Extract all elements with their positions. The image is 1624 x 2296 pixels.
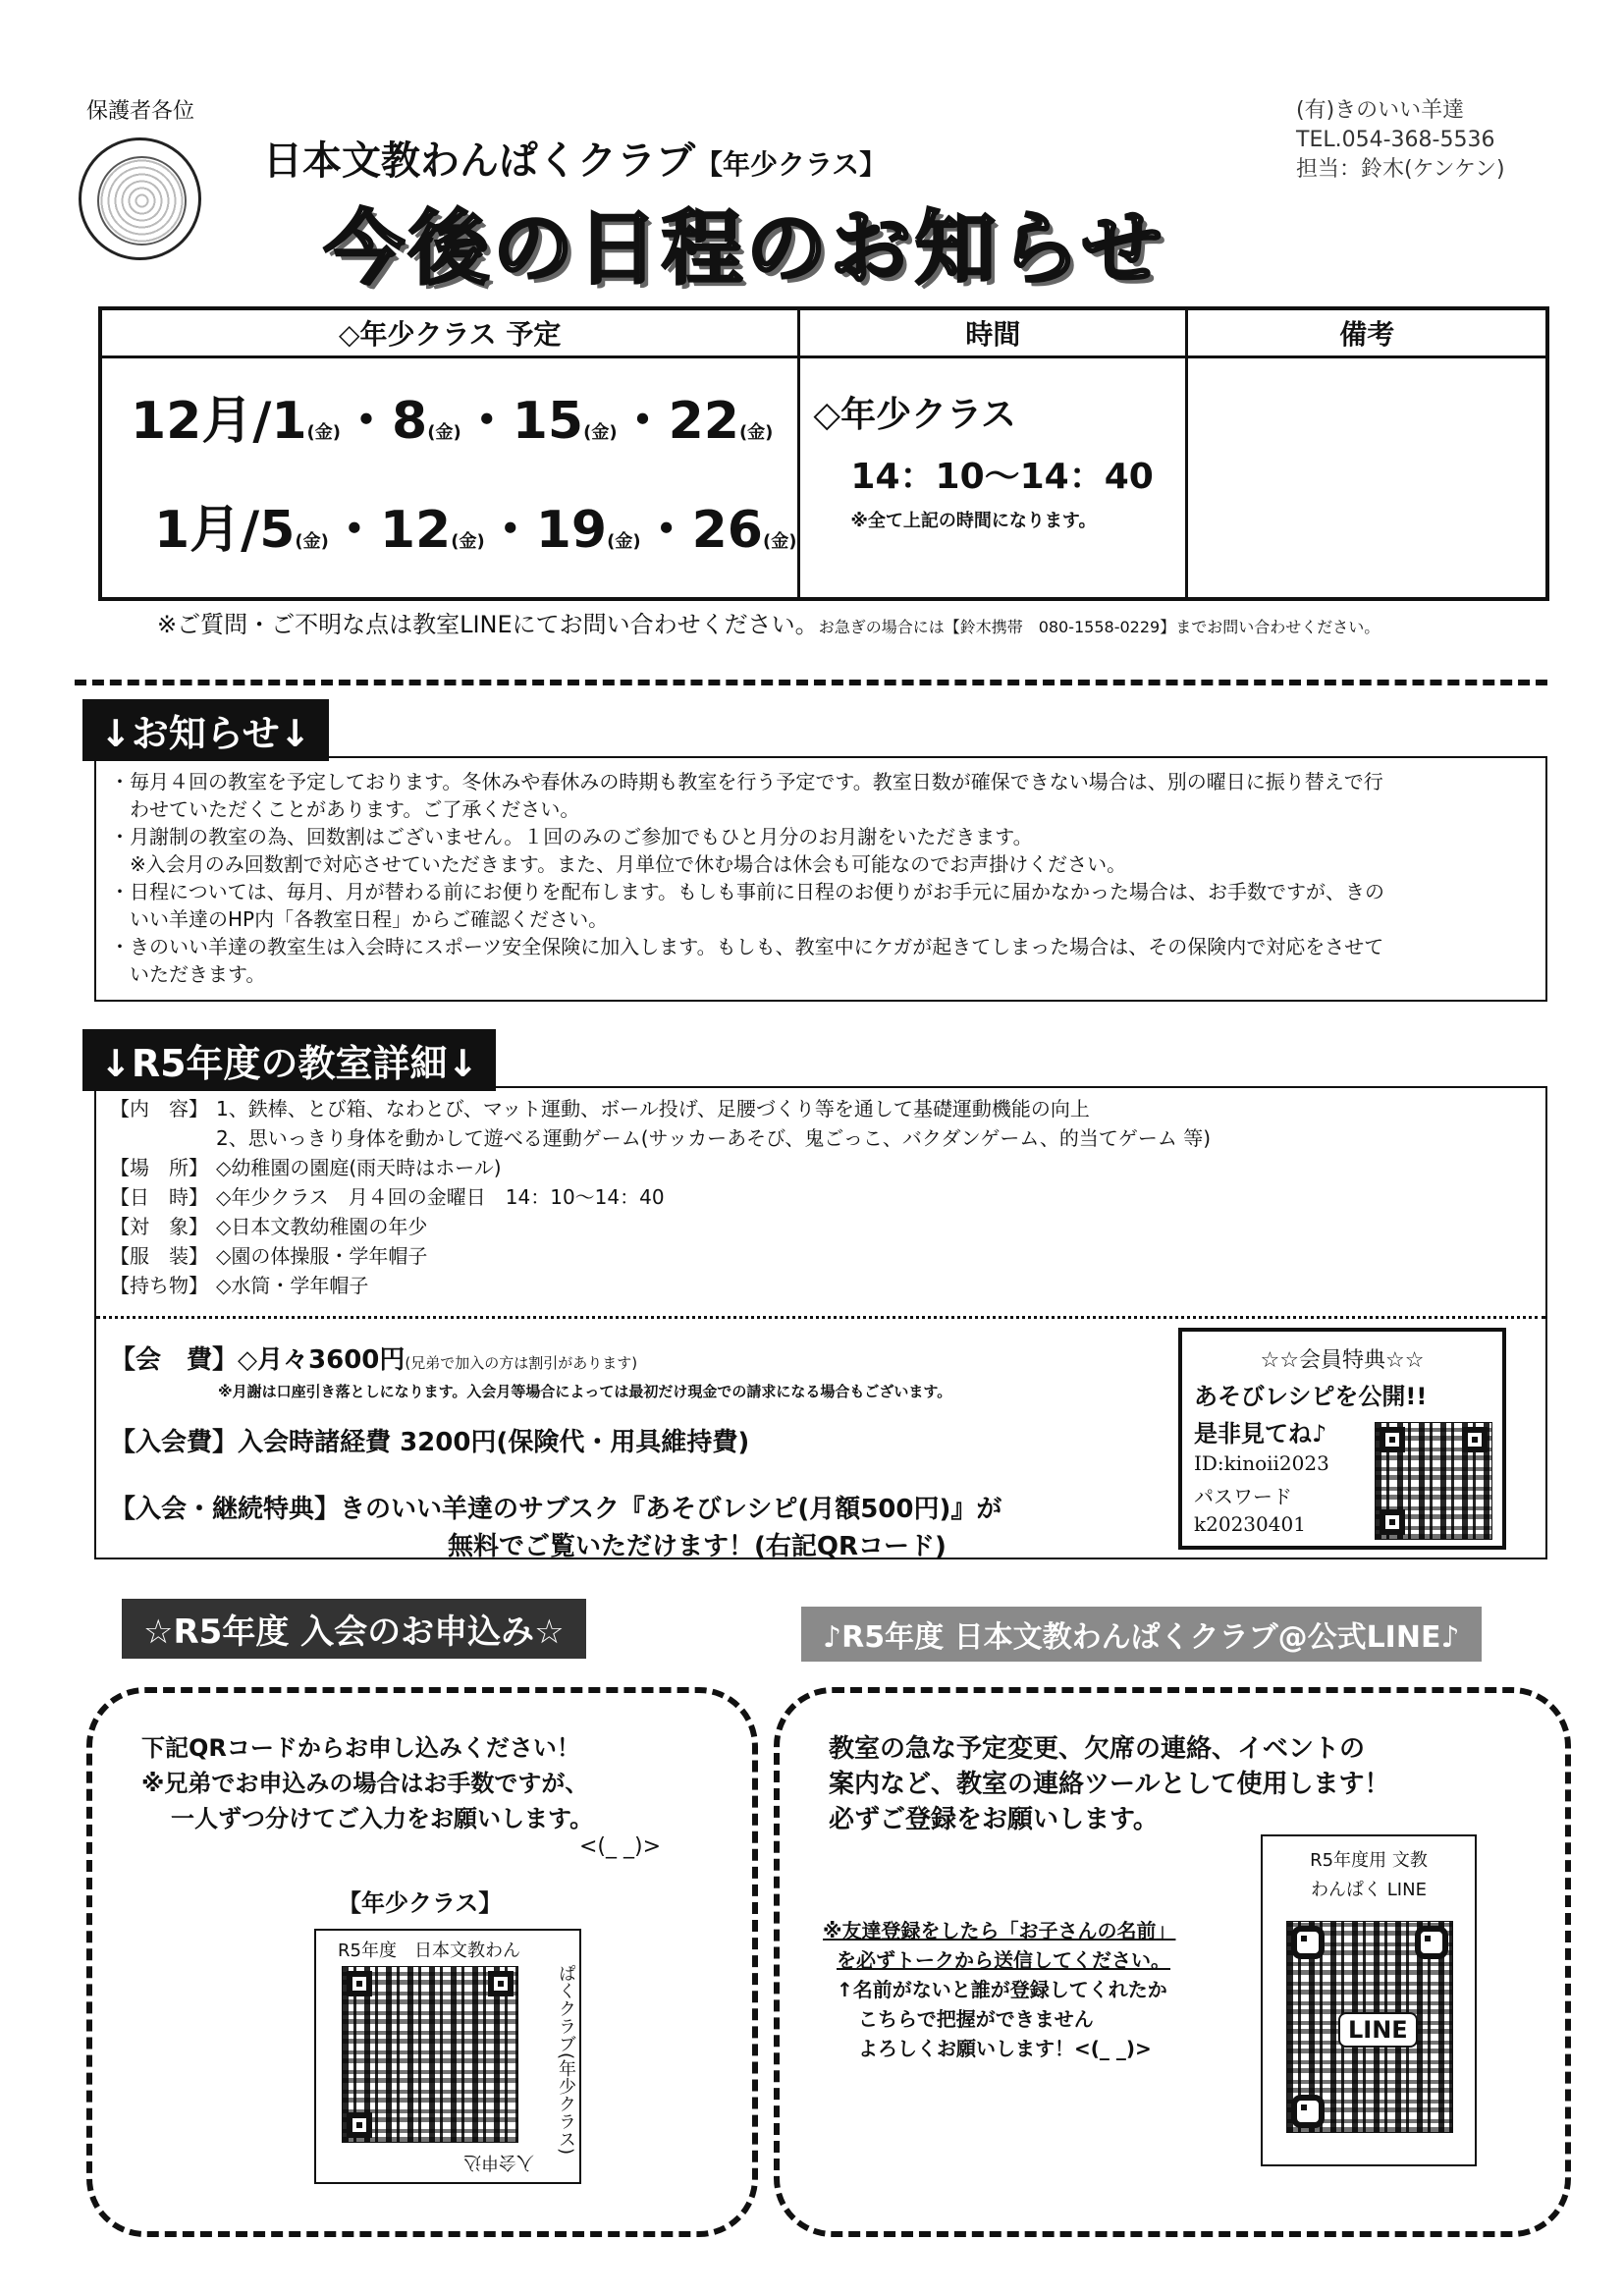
notice-line: いい羊達のHP内「各教室日程」からご確認ください。 [110, 907, 609, 931]
line-line3: 必ずご登録をお願いします。 [829, 1805, 1159, 1834]
details-list [110, 1094, 1211, 1300]
perk-row: 【入会・継続特典】きのいい羊達のサブスク『あそびレシピ(月額500円)』が [110, 1495, 1002, 1524]
entry-fee-row: 【入会費】入会時諸経費 3200円(保険代・用具維持費) [110, 1428, 750, 1457]
company-tel: TEL.054-368-5536 [1296, 128, 1495, 152]
december-dates: 12月/1(金)・8(金)・15(金)・22(金) [131, 392, 774, 451]
recipe-qr-code[interactable] [1375, 1422, 1492, 1540]
notice-line: ・月謝制の教室の為、回数割はございません。１回のみのご参加でもひと月分のお月謝をいただきます。 [110, 825, 1033, 848]
time-note: ※全て上記の時間になります。 [850, 511, 1097, 531]
member-perk-box [1178, 1328, 1506, 1550]
fee-row: 【会 費】◇月々3600円(兄弟で加入の方は割引があります) [110, 1345, 638, 1375]
club-logo-icon [79, 137, 201, 260]
notice-line: わせていただくことがあります。ご了承ください。 [110, 797, 580, 821]
apply-qr-side: ぱくクラブ(年少クラス) [556, 1964, 576, 2156]
company-info [1296, 96, 1505, 185]
club-name [263, 130, 887, 186]
club-class-text: 【年少クラス】 [695, 148, 888, 181]
notice-line: いただきます。 [110, 962, 266, 986]
details-heading: ↓R5年度の教室詳細↓ [82, 1029, 496, 1091]
detail-row: 【服 装】 ◇園の体操服・学年帽子 [110, 1244, 428, 1268]
apply-qr-top: R5年度 日本文教わん [338, 1941, 520, 1961]
notice-line: ・日程については、毎月、月が替わる前にお便りを配布します。もしも事前に日程のお便りがお手元に届かなかった場合は、お手数ですが、きの [110, 880, 1384, 903]
page-title: 今後の日程のお知らせ [324, 202, 1166, 296]
schedule-table [98, 306, 1549, 601]
line-logo-icon: LINE [1338, 2012, 1418, 2048]
member-perk-line2: 是非見てね♪ [1194, 1420, 1327, 1448]
line-qr-frame [1261, 1834, 1477, 2166]
notice-line: ※入会月のみ回数割で対応させていただきます。また、月単位で休む場合は休会も可能なのでお声掛けください。 [110, 852, 1127, 876]
schedule-footer [157, 605, 1380, 639]
line-note5: よろしくお願いします！<(_ _)> [858, 2037, 1152, 2060]
apply-heading: ☆R5年度 入会のお申込み☆ [122, 1599, 586, 1659]
line-note4: こちらで把握ができません [858, 2007, 1094, 2031]
apply-qr-frame [314, 1929, 581, 2184]
apply-qr-bottom: 入会申込 [463, 2152, 534, 2172]
remarks-cell [1187, 357, 1547, 600]
line-box [774, 1687, 1571, 2237]
apply-box [86, 1687, 758, 2237]
details-box [94, 1086, 1547, 1559]
perk-row-2: 無料でご覧いただけます！(右記QRコード) [448, 1532, 947, 1561]
apply-class-label: 【年少クラス】 [338, 1889, 503, 1917]
notice-box [94, 756, 1547, 1002]
company-name: (有)きのいい羊達 [1296, 98, 1465, 123]
line-line2: 案内など、教室の連絡ツールとして使用します！ [829, 1770, 1390, 1799]
detail-row: 【日 時】 ◇年少クラス 月４回の金曜日 14：10〜14：40 [110, 1185, 665, 1209]
line-qr-caption1: R5年度用 文教 [1310, 1850, 1428, 1871]
club-name-text: 日本文教わんぱくクラブ [263, 138, 695, 184]
schedule-col-header: ◇年少クラス 予定 [100, 308, 799, 357]
line-line1: 教室の急な予定変更、欠席の連絡、イベントの [829, 1734, 1366, 1764]
apply-line3: 一人ずつ分けてご入力をお願いします。 [171, 1805, 594, 1832]
january-dates: 1月/5(金)・12(金)・19(金)・26(金) [154, 501, 797, 560]
footer-main: ※ご質問・ご不明な点は教室LINEにてお問い合わせください。 [157, 611, 819, 638]
line-note1: ※友達登録をしたら「お子さんの名前」 [823, 1919, 1176, 1942]
detail-row: 2、思いっきり身体を動かして遊べる運動ゲーム(サッカーあそび、鬼ごっこ、バクダンゲーム、的当てゲーム 等) [216, 1126, 1212, 1150]
details-divider [96, 1316, 1545, 1319]
line-note3: ↑名前がないと誰が登録してくれたか [837, 1978, 1167, 2001]
notice-line: ・きのいい羊達の教室生は入会時にスポーツ安全保険に加入します。もしも、教室中にケガが起きてしまった場合は、その保険内で対応をさせて [110, 935, 1384, 958]
notice-heading: ↓お知らせ↓ [82, 699, 329, 761]
addressee: 保護者各位 [86, 99, 195, 124]
company-contact: 担当：鈴木(ケンケン) [1296, 157, 1505, 182]
time-class: ◇年少クラス [813, 395, 1017, 435]
time-col-header: 時間 [799, 308, 1187, 357]
apply-line1: 下記QRコードからお申し込みください！ [141, 1734, 580, 1762]
line-qr-code[interactable] [1286, 1921, 1453, 2133]
member-pw: k20230401 [1194, 1512, 1306, 1536]
footer-small: お急ぎの場合には【鈴木携帯 080-1558-0229】までお問い合わせください。 [818, 618, 1380, 636]
detail-row: 【持ち物】 ◇水筒・学年帽子 [110, 1274, 369, 1297]
line-heading: ♪R5年度 日本文教わんぱくクラブ@公式LINE♪ [801, 1607, 1482, 1662]
member-id: ID:kinoii2023 [1194, 1451, 1329, 1475]
fee-note: ※月謝は口座引き落としになります。入会月等場合によっては最初だけ現金での請求になる場合もございます。 [218, 1383, 952, 1400]
detail-row: 【内 容】 1、鉄棒、とび箱、なわとび、マット運動、ボール投げ、足腰づくり等を通して基礎運動機能の向上 [110, 1097, 1090, 1121]
apply-line2: ※兄弟でお申込みの場合はお手数ですが、 [141, 1770, 589, 1797]
detail-row: 【対 象】 ◇日本文教幼稚園の年少 [110, 1215, 428, 1238]
member-perk-line1: あそびレシピを公開!! [1194, 1383, 1428, 1410]
line-qr-caption2: わんぱく LINE [1311, 1880, 1427, 1900]
member-perk-title: ☆☆会員特典☆☆ [1260, 1348, 1425, 1373]
member-pw-label: パスワード [1194, 1485, 1292, 1508]
schedule-dates-cell [100, 357, 799, 600]
detail-row: 【場 所】 ◇幼稚園の園庭(雨天時はホール) [110, 1156, 502, 1179]
divider [75, 680, 1547, 685]
apply-emoticon: <(_ _)> [579, 1834, 662, 1859]
remarks-col-header: 備考 [1187, 308, 1547, 357]
line-note2: を必ずトークから送信してください。 [837, 1948, 1170, 1972]
time-range: 14：10〜14：40 [850, 457, 1154, 497]
apply-qr-code[interactable] [342, 1966, 518, 2143]
time-cell [799, 357, 1187, 600]
notice-line: ・毎月４回の教室を予定しております。冬休みや春休みの時期も教室を行う予定です。教室日数が確保できない場合は、別の曜日に振り替えで行 [110, 770, 1383, 793]
